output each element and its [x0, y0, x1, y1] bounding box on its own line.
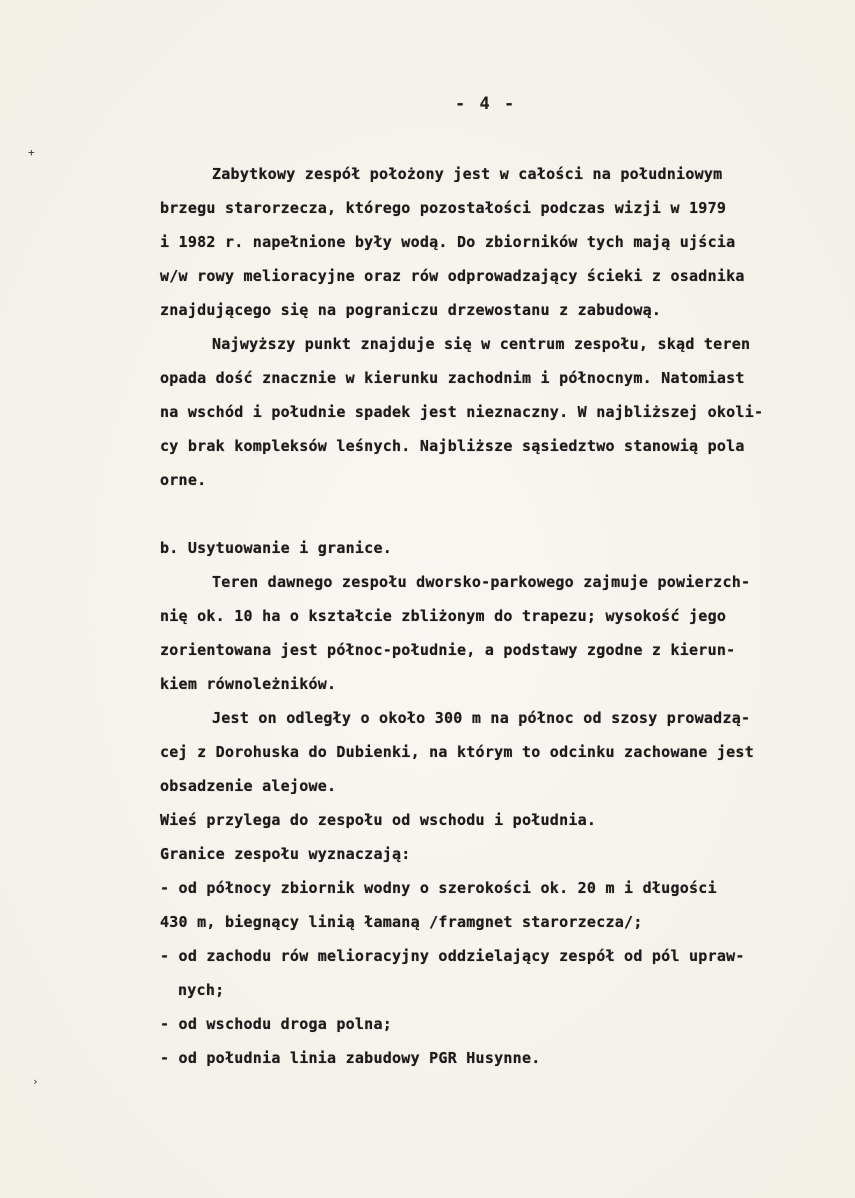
text-line: cy brak kompleksów leśnych. Najbliższe sąsiedztwo stanowią pola — [160, 437, 745, 455]
margin-mark: › — [32, 1075, 39, 1088]
list-item-continuation: nych; — [178, 981, 225, 999]
text-line: Wieś przylega do zespołu od wschodu i południa. — [160, 811, 597, 829]
text-line: Granice zespołu wyznaczają: — [160, 845, 411, 863]
text-line: Jest on odległy o około 300 m na północ od szosy prowadzą- — [212, 709, 751, 727]
text-line: opada dość znacznie w kierunku zachodnim i północnym. Natomiast — [160, 369, 745, 387]
text-line: cej z Dorohuska do Dubienki, na którym to odcinku zachowane jest — [160, 743, 754, 761]
text-line: orne. — [160, 471, 207, 489]
text-line: Zabytkowy zespół położony jest w całości na południowym — [212, 165, 723, 183]
list-item: - od wschodu droga polna; — [160, 1015, 393, 1033]
text-line: Teren dawnego zespołu dworsko-parkowego zajmuje powierzch- — [212, 573, 751, 591]
margin-mark: + — [28, 146, 35, 159]
list-item-continuation: 430 m, biegnący linią łamaną /framgnet starorzecza/; — [160, 913, 643, 931]
section-heading: b. Usytuowanie i granice. — [160, 539, 393, 557]
text-line: kiem równoleżników. — [160, 675, 337, 693]
list-item: - od północy zbiornik wodny o szerokości ok. 20 m i długości — [160, 879, 717, 897]
text-line: Najwyższy punkt znajduje się w centrum zespołu, skąd teren — [212, 335, 751, 353]
list-item: - od południa linia zabudowy PGR Husynne. — [160, 1049, 541, 1067]
list-item: - od zachodu rów melioracyjny oddzielający zespół od pól upraw- — [160, 947, 745, 965]
text-line: obsadzenie alejowe. — [160, 777, 337, 795]
text-line: znajdującego się na pograniczu drzewostanu z zabudową. — [160, 301, 662, 319]
page-number: - 4 - — [455, 94, 517, 114]
text-line: brzegu starorzecza, którego pozostałości podczas wizji w 1979 — [160, 199, 727, 217]
text-line: nię ok. 10 ha o kształcie zbliżonym do trapezu; wysokość jego — [160, 607, 727, 625]
text-line: zorientowana jest północ-południe, a podstawy zgodne z kierun- — [160, 641, 736, 659]
text-line: w/w rowy melioracyjne oraz rów odprowadzający ścieki z osadnika — [160, 267, 745, 285]
text-line: na wschód i południe spadek jest nieznaczny. W najbliższej okoli- — [160, 403, 764, 421]
text-line: i 1982 r. napełnione były wodą. Do zbiorników tych mają ujścia — [160, 233, 736, 251]
